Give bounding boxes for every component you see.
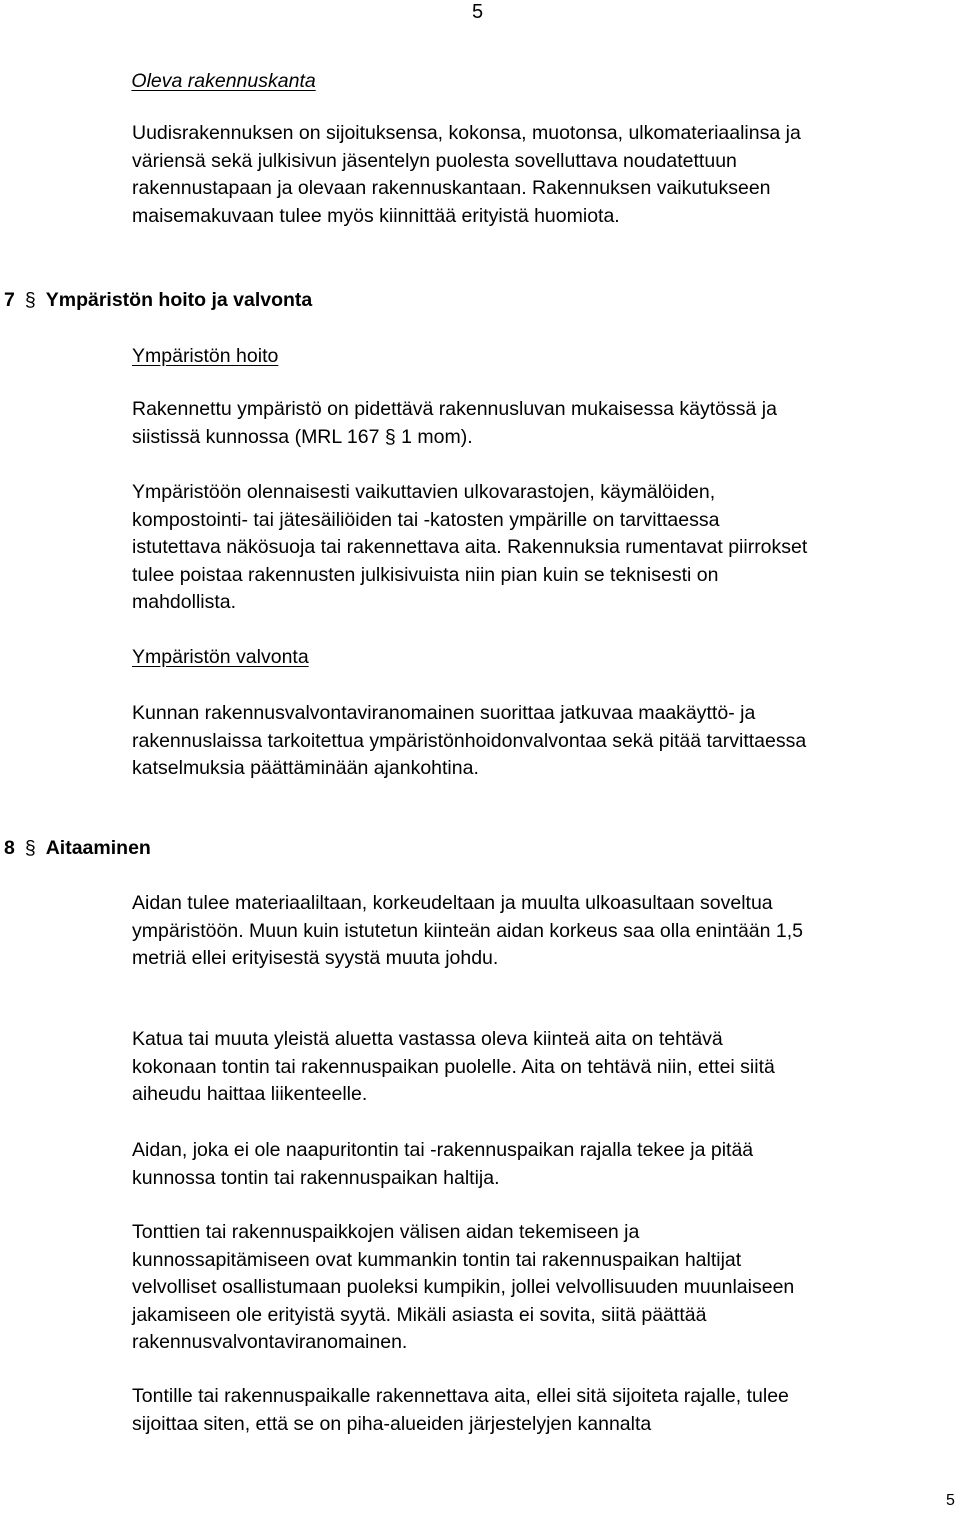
paragraph-fencing-1: Aidan tulee materiaaliltaan, korkeudeltaan ja muulta ulkoasultaan soveltua ympäristöön. Muun kuin istutetun kiinteän aidan korkeus saa olla enintään 1,5 metriä ellei erityisestä syystä muuta johdu.	[132, 892, 803, 969]
section-sign: §	[24, 289, 36, 311]
paragraph-environment-supervision: Kunnan rakennusvalvontaviranomainen suorittaa jatkuvaa maakäyttö- ja rakennuslaissa tarkoitettua ympäristönhoidonvalvontaa sekä pitää tarvittaessa katselmuksia päättäminään ajankohtina.	[132, 702, 807, 779]
paragraph-environment-care-2: Ympäristöön olennaisesti vaikuttavien ulkovarastojen, käymälöiden, kompostointi- tai jätesäiliöiden tai -katosten ympärille on tarvittaessa istutettava näkösuoja tai rakennettava aita. Rakennuksia rumentavat piirrokset tulee poistaa rakennusten julkisivuista niin pian kuin se teknisesti on mahdollista.	[132, 481, 808, 613]
section-8-heading	[4, 835, 151, 863]
paragraph-fencing-4: Tonttien tai rakennuspaikkojen välisen aidan tekemiseen ja kunnossapitämiseen ovat kummankin tontin tai rakennuspaikan haltijat velvolliset osallistumaan puoleksi kumpikin, jollei velvollisuuden muunlaiseen jakamiseen ole erityistä syytä. Mikäli asiasta ei sovita, siitä päättää rakennusvalvontaviranomainen.	[132, 1221, 795, 1353]
paragraph-fencing-3: Aidan, joka ei ole naapuritontin tai -rakennuspaikan rajalla tekee ja pitää kunnossa tontin tai rakennuspaikan haltija.	[132, 1139, 754, 1189]
paragraph-existing-buildings: Uudisrakennuksen on sijoituksensa, kokonsa, muotonsa, ulkomateriaalinsa ja väriensä sekä julkisivun jäsentelyn puolesta sovelluttava noudatettuun rakennustapaan ja olevaan rakennuskantaan. Rakennuksen vaikutukseen maisemakuvaan tulee myös kiinnittää erityistä huomiota.	[132, 122, 801, 227]
section-7-title: Ympäristön hoito ja valvonta	[45, 289, 313, 311]
section-7-heading	[4, 287, 312, 315]
subheading-environment-care: Ympäristön hoito	[132, 345, 279, 367]
section-7-number: 7	[4, 289, 15, 311]
paragraph-fencing-2: Katua tai muuta yleistä aluetta vastassa oleva kiinteä aita on tehtävä kokonaan tontin tai rakennuspaikan puolelle. Aita on tehtävä niin, ettei siitä aiheudu haittaa liikenteelle.	[132, 1028, 775, 1105]
paragraph-fencing-5: Tontille tai rakennuspaikalle rakennettava aita, ellei sitä sijoiteta rajalle, tulee sijoittaa siten, että se on piha-alueiden järjestelyjen kannalta	[132, 1385, 789, 1435]
section-8-title: Aitaaminen	[45, 837, 151, 859]
subheading-existing-buildings: Oleva rakennuskanta	[131, 70, 316, 92]
section-8-number: 8	[4, 837, 15, 859]
page-number-bottom: 5	[946, 1492, 955, 1509]
section-sign: §	[24, 837, 36, 859]
paragraph-environment-care-1: Rakennettu ympäristö on pidettävä rakennusluvan mukaisessa käytössä ja siistissä kunnossa (MRL 167 § 1 mom).	[132, 398, 777, 448]
subheading-environment-supervision: Ympäristön valvonta	[132, 646, 309, 668]
page-number-top: 5	[472, 1, 484, 23]
